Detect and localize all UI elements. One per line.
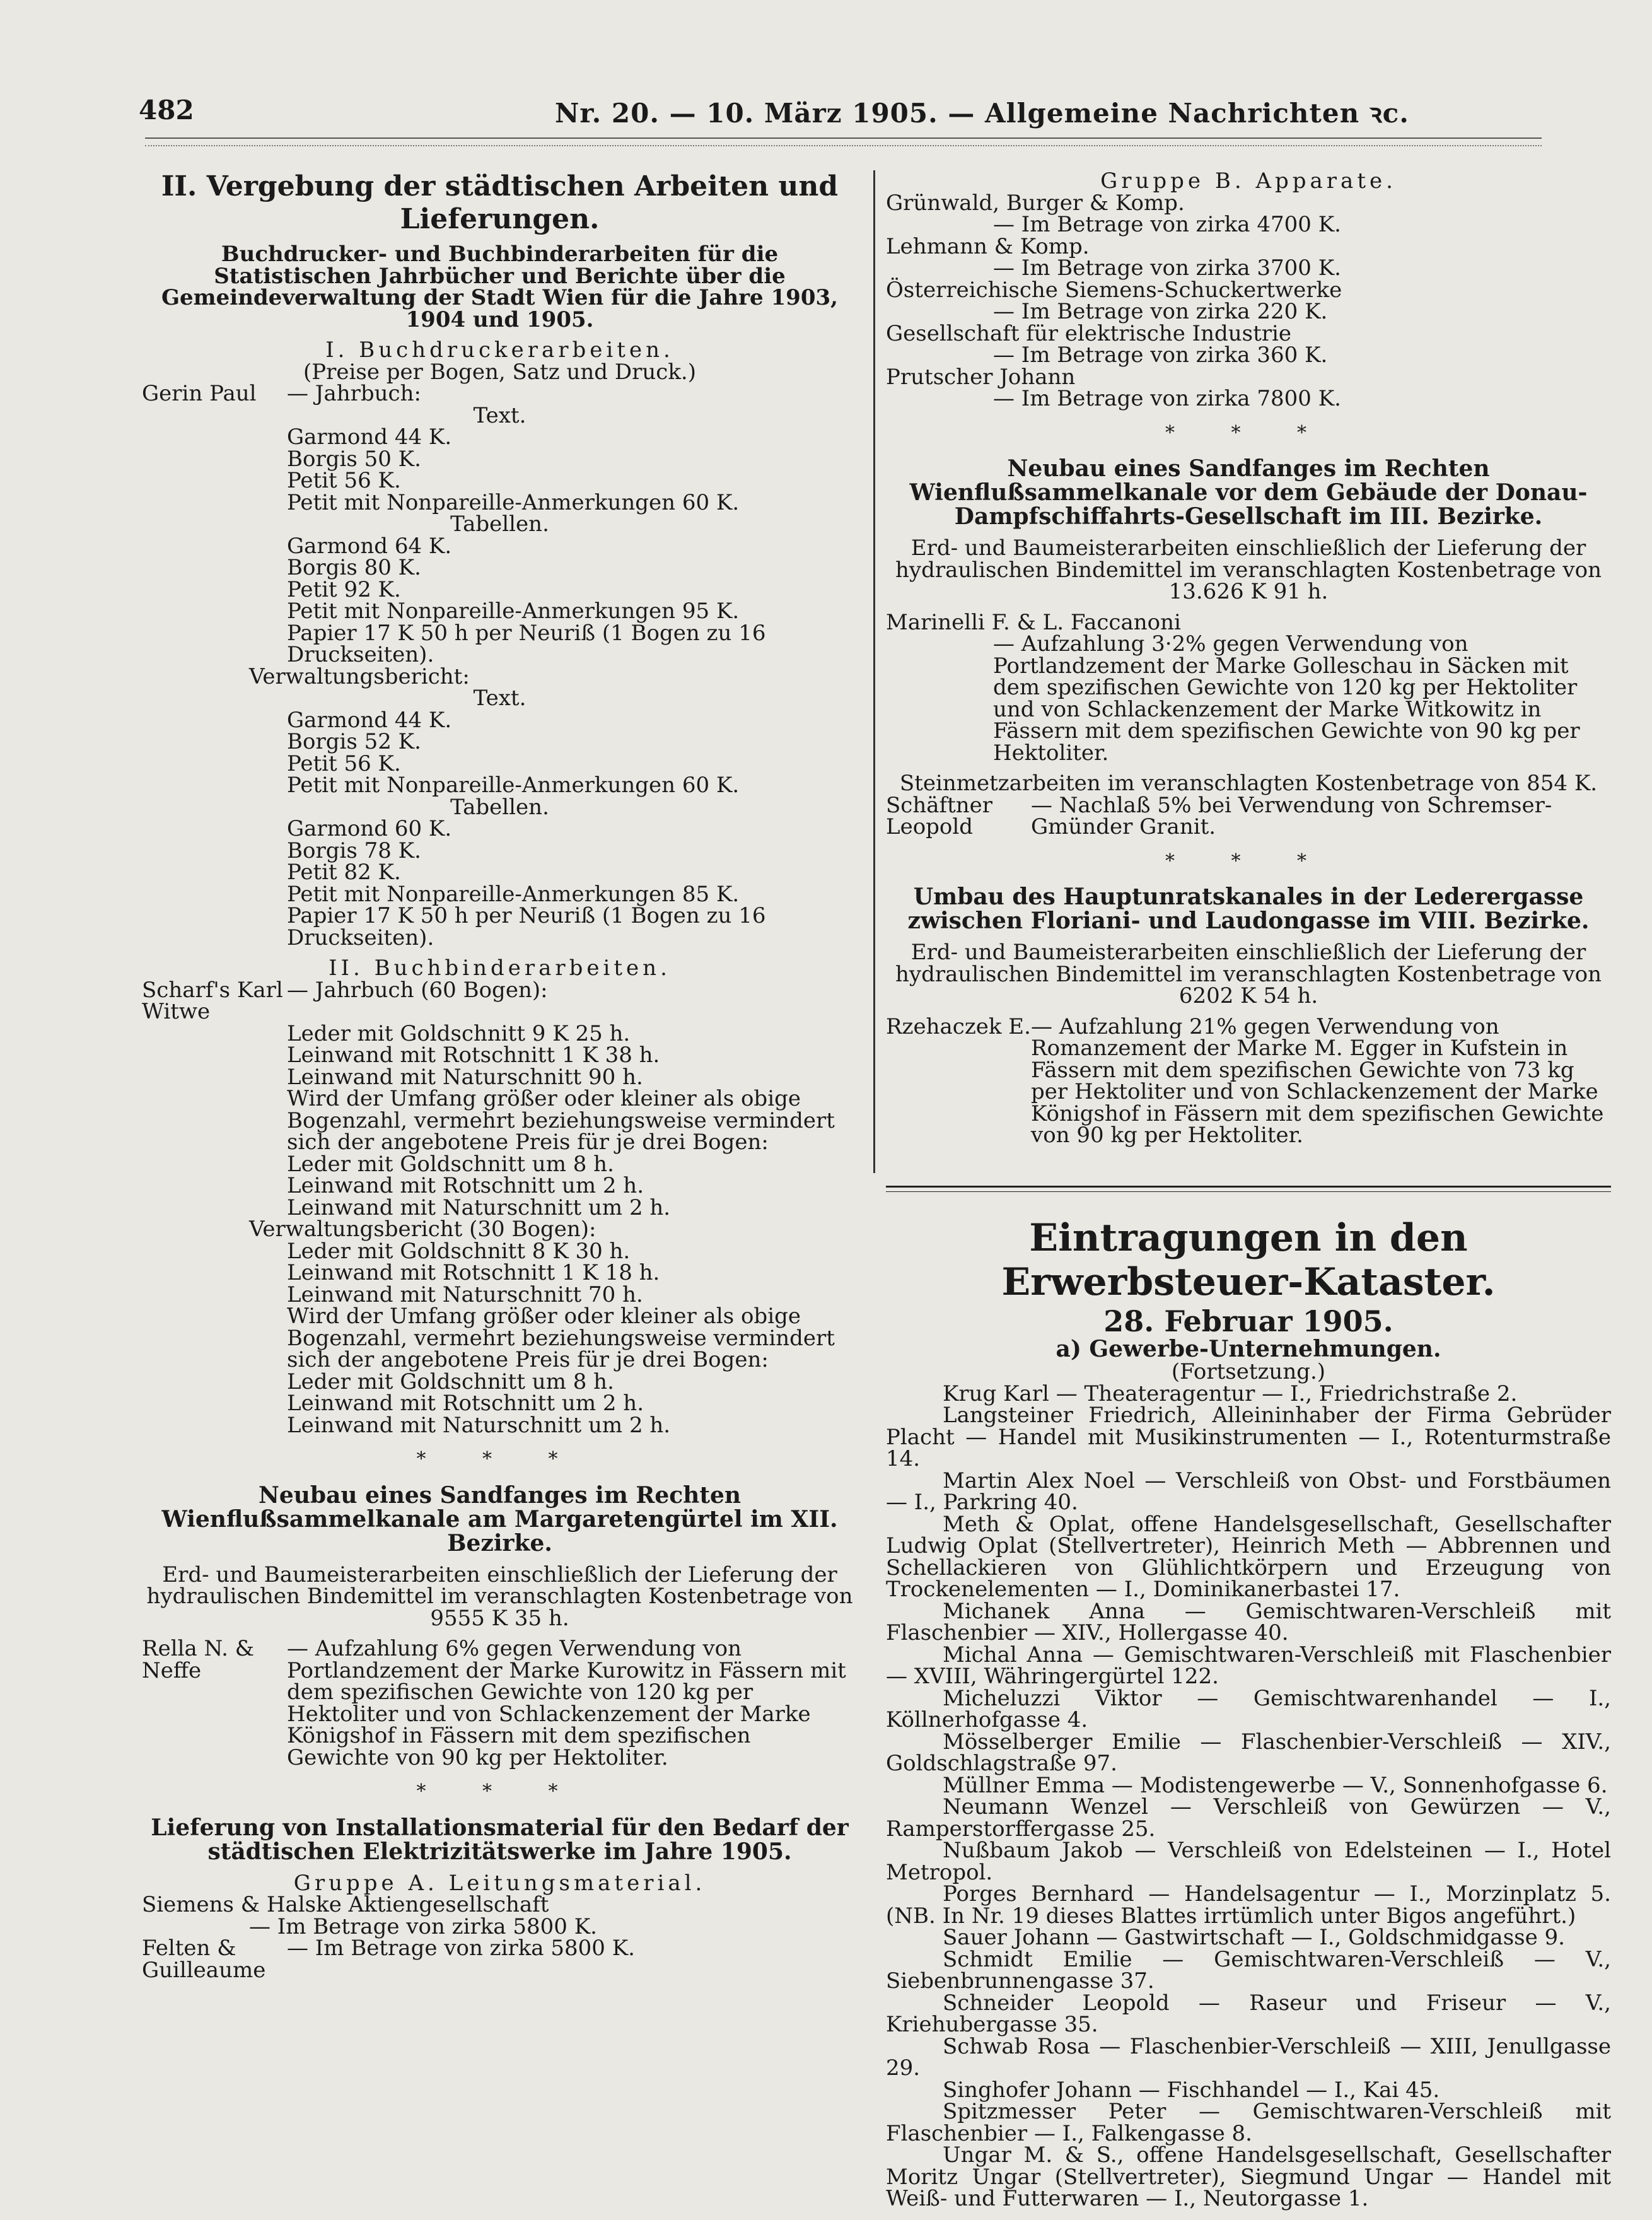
price-list: [142, 1020, 858, 1220]
contract-scope: Erd- und Baumeisterarbeiten einschließlich der Lieferung der hydraulischen Bindemittel im veranschlagten Kostenbetrage von 13.626 K 91 h.: [895, 535, 1602, 604]
text-label: Text.: [473, 402, 526, 428]
contract-scope: Steinmetzarbeiten im veranschlagten Kostenbetrage von 854 K.: [899, 771, 1598, 796]
price-item: Leinwand mit Naturschnitt 90 h.: [287, 1064, 643, 1090]
contract-title: Neubau eines Sandfanges im Rechten Wienflußsammelkanale vor dem Gebäude der Donau-Dampfschiffahrts-Gesellschaft im III. Bezirke.: [909, 455, 1588, 530]
price-note: (Preise per Bogen, Satz und Druck.): [303, 359, 696, 385]
price-item: Leinwand mit Rotschnitt um 2 h.: [287, 1391, 644, 1416]
bid-row: [142, 979, 858, 1023]
price-list: [142, 535, 858, 666]
price-item: Borgis 80 K.: [287, 555, 421, 580]
price-item: Leinwand mit Naturschnitt um 2 h.: [287, 1412, 671, 1438]
subsection-heading: II. Buchbinderarbeiten.: [329, 955, 671, 981]
price-item: Petit mit Nonpareille-Anmerkungen 60 K.: [287, 489, 740, 515]
register-title: Eintragungen in den Erwerbsteuer-Kataster.: [1001, 1215, 1496, 1304]
register-entry: Porges Bernhard — Handelsagentur — I., Morzinplatz 5. (NB. In Nr. 19 dieses Blattes irrtümlich unter Bigos angeführt.): [886, 1881, 1611, 1929]
price-item: Leder mit Goldschnitt 8 K 30 h.: [287, 1238, 631, 1264]
group-heading: Gruppe B. Apparate.: [1100, 168, 1397, 194]
bid-row: [142, 1638, 858, 1768]
bid-amount: — Im Betrage von zirka 220 K.: [993, 299, 1328, 324]
separator-stars: * * *: [1165, 421, 1332, 444]
price-list: [142, 1238, 858, 1438]
continuation-note: (Fortsetzung.): [1171, 1359, 1326, 1384]
column-divider: [873, 170, 875, 1173]
contract-title: Lieferung von Installationsmaterial für den Bedarf der städtischen Elektrizitätswerke im Jahre 1905.: [151, 1814, 849, 1865]
bidder-name: Siemens & Halske Aktiengesellschaft: [142, 1892, 549, 1917]
bidder-name: Prutscher Johann: [886, 364, 1076, 390]
price-item: Petit mit Nonpareille-Anmerkungen 95 K.: [287, 599, 740, 624]
register-entry: Nußbaum Jakob — Verschleiß von Edelsteinen — I., Hotel Metropol.: [886, 1838, 1611, 1885]
register-entry: Singhofer Johann — Fischhandel — I., Kai 45.: [943, 2077, 1440, 2103]
price-item: Garmond 44 K.: [287, 707, 452, 733]
price-item: Garmond 64 K.: [287, 533, 452, 559]
bid-row: [142, 383, 858, 405]
register-date: 28. Februar 1905.: [1103, 1304, 1393, 1338]
bidder-name: Gerin Paul: [142, 381, 257, 406]
contract-scope: Erd- und Baumeisterarbeiten einschließlich der Lieferung der hydraulischen Bindemittel im veranschlagten Kostenbetrage von 9555 K 35 h.: [146, 1562, 853, 1631]
price-item: Petit mit Nonpareille-Anmerkungen 85 K.: [287, 881, 740, 907]
bidder-name: Felten & Guilleaume: [142, 1936, 266, 1983]
price-item: Petit 56 K.: [287, 751, 401, 776]
tables-label: Tabellen.: [450, 794, 549, 820]
price-list: [142, 426, 858, 513]
price-item: Leder mit Goldschnitt um 8 h.: [287, 1369, 614, 1394]
subsection-heading: I. Buchdruckerarbeiten.: [325, 337, 674, 363]
register-entry: Krug Karl — Theateragentur — I., Friedrichstraße 2.: [943, 1381, 1518, 1406]
separator-stars: * * *: [416, 1780, 583, 1802]
price-item: Leinwand mit Rotschnitt 1 K 38 h.: [287, 1043, 660, 1068]
bid-list: [886, 192, 1611, 410]
price-item: Garmond 44 K.: [287, 424, 452, 450]
section-title: II. Vergebung der städtischen Arbeiten und Lieferungen.: [161, 170, 839, 235]
price-item: Papier 17 K 50 h per Neuriß (1 Bogen zu 16 Druckseiten).: [287, 620, 766, 667]
right-column: [886, 170, 1611, 2210]
price-item: Petit 56 K.: [287, 468, 401, 493]
bid-amount: — Im Betrage von zirka 3700 K.: [993, 255, 1341, 281]
bid-heading: — Jahrbuch:: [287, 381, 421, 406]
page-header: [139, 95, 1539, 132]
bidder-name: Rzehaczek E.: [886, 1014, 1031, 1039]
report-label: Verwaltungsbericht (30 Bogen):: [249, 1217, 596, 1242]
bid-text: — Aufzahlung 6% gegen Verwendung von Portlandzement der Marke Kurowitz in Fässern mit dem spezifischen Gewichte von 120 kg per Hektoliter und von Schlackenzement der Marke Königshof in Fässern mit dem spezifischen Gewichte von 90 kg per Hektoliter.: [287, 1636, 846, 1770]
price-item: Petit mit Nonpareille-Anmerkungen 60 K.: [287, 773, 740, 798]
separator-stars: * * *: [416, 1448, 583, 1470]
contract-title: Buchdrucker- und Buchbinderarbeiten für die Statistischen Jahrbücher und Berichte über die Gemeindeverwaltung der Stadt Wien für die Jahre 1903, 1904 und 1905.: [161, 242, 838, 332]
bid-amount: — Im Betrage von zirka 5800 K.: [249, 1913, 597, 1939]
bid-text: — Nachlaß 5% bei Verwendung von Schremser-Gmünder Granit.: [1031, 792, 1552, 839]
bid-row: [886, 792, 1611, 839]
register-subheading: a) Gewerbe-Unternehmungen.: [1056, 1336, 1441, 1362]
price-item: Leinwand mit Naturschnitt 70 h.: [287, 1282, 643, 1307]
price-item: Borgis 50 K.: [287, 446, 421, 472]
register-entry: Martin Alex Noel — Verschleiß von Obst- und Forstbäumen — I., Parkring 40.: [886, 1468, 1611, 1515]
register-entry: Schneider Leopold — Raseur und Friseur — V., Kriehubergasse 35.: [886, 1990, 1611, 2037]
register-entries: [886, 1383, 1611, 2210]
bid-heading: — Jahrbuch (60 Bogen):: [287, 977, 548, 1003]
bidder-name: Gesellschaft für elektrische Industrie: [886, 320, 1292, 346]
register-entry: Langsteiner Friedrich, Alleininhaber der Firma Gebrüder Placht — Handel mit Musikinstrumenten — I., Rotenturmstraße 14.: [886, 1403, 1611, 1471]
running-title: Nr. 20. — 10. März 1905. — Allgemeine Nachrichten ꝛc.: [555, 98, 1409, 129]
register-entry: Müllner Emma — Modistengewerbe — V., Sonnenhofgasse 6.: [943, 1772, 1608, 1798]
bidder-name: Grünwald, Burger & Komp.: [886, 190, 1185, 216]
tables-label: Tabellen.: [450, 511, 549, 537]
bidder-name: Rella N. & Neffe: [142, 1636, 255, 1683]
contract-title: Neubau eines Sandfanges im Rechten Wienflußsammelkanale am Margaretengürtel im XII. Bezirke.: [161, 1481, 838, 1557]
separator-stars: * * *: [1165, 850, 1332, 872]
price-item: Wird der Umfang größer oder kleiner als obige Bogenzahl, vermehrt beziehungsweise vermindert sich der angebotene Preis für je drei Bogen:: [287, 1304, 835, 1372]
left-column: [142, 170, 858, 1981]
price-item: Petit 92 K.: [287, 576, 401, 602]
register-entry: Mösselberger Emilie — Flaschenbier-Verschleiß — XIV., Goldschlagstraße 97.: [886, 1729, 1611, 1776]
price-list: [142, 707, 858, 798]
bidder-name: Österreichische Siemens-Schuckertwerke: [886, 277, 1342, 303]
register-entry: Michal Anna — Gemischtwaren-Verschleiß mit Flaschenbier — XVIII, Währingergürtel 122.: [886, 1642, 1611, 1689]
bid-amount: — Im Betrage von zirka 7800 K.: [993, 386, 1341, 411]
register-entry: Schwab Rosa — Flaschenbier-Verschleiß — XIII, Jenullgasse 29.: [886, 2033, 1611, 2081]
bidder-name: Scharf's Karl Witwe: [142, 977, 283, 1024]
bid-text: — Aufzahlung 21% gegen Verwendung von Romanzement der Marke M. Egger in Kufstein in Fässern mit dem spezifischen Gewichte von 73 kg per Hektoliter und von Schlackenzement der Marke Königshof in Fässern mit dem spezifischen Gewichte von 90 kg per Hektoliter.: [1031, 1014, 1604, 1148]
bid-row: [886, 1016, 1611, 1147]
bid-amount: — Im Betrage von zirka 4700 K.: [993, 212, 1341, 237]
price-item: Leder mit Goldschnitt um 8 h.: [287, 1151, 614, 1177]
header-rule: [145, 137, 1542, 146]
register-entry: Spitzmesser Peter — Gemischtwaren-Verschleiß mit Flaschenbier — I., Falkengasse 8.: [886, 2099, 1611, 2146]
bid-amount: — Im Betrage von zirka 360 K.: [993, 342, 1328, 368]
register-entry: Michanek Anna — Gemischtwaren-Verschleiß mit Flaschenbier — XIV., Hollergasse 40.: [886, 1598, 1611, 1645]
text-label: Text.: [473, 686, 526, 711]
bidder-name: Schäftner Leopold: [886, 792, 993, 839]
contract-title: Umbau des Hauptunratskanales in der Lederergasse zwischen Floriani- und Laudongasse im VIII. Bezirke.: [907, 884, 1590, 934]
bidder-name: Marinelli F. & L. Faccanoni: [886, 609, 1181, 635]
price-item: Garmond 60 K.: [287, 816, 452, 841]
register-entry: Ungar M. & S., offene Handelsgesellschaft, Gesellschafter Moritz Ungar (Stellvertreter), Siegmund Ungar — Handel mit Weiß- und Futterwaren — I., Neutorgasse 1.: [886, 2142, 1611, 2211]
price-list: [142, 818, 858, 949]
page-number: 482: [139, 95, 194, 126]
price-item: Petit 82 K.: [287, 860, 401, 885]
report-label: Verwaltungsbericht:: [249, 663, 470, 689]
price-item: Leinwand mit Naturschnitt um 2 h.: [287, 1195, 671, 1220]
price-item: Wird der Umfang größer oder kleiner als obige Bogenzahl, vermehrt beziehungsweise vermindert sich der angebotene Preis für je drei Bogen:: [287, 1086, 835, 1155]
register-entry: Schmidt Emilie — Gemischtwaren-Verschleiß — V., Siebenbrunnengasse 37.: [886, 1946, 1611, 1994]
bid-text: — Aufzahlung 3·2% gegen Verwendung von Portlandzement der Marke Golleschau in Säcken mit dem spezifischen Gewichte von 120 kg per Hektoliter und von Schlackenzement der Marke Witkowitz in Fässern mit dem spezifischen Gewichte von 90 kg per Hektoliter.: [993, 631, 1580, 766]
price-item: Leinwand mit Rotschnitt um 2 h.: [287, 1173, 644, 1198]
bidder-name: Lehmann & Komp.: [886, 233, 1090, 259]
price-item: Papier 17 K 50 h per Neuriß (1 Bogen zu 16 Druckseiten).: [287, 903, 766, 950]
register-entry: Neumann Wenzel — Verschleiß von Gewürzen — V., Ramperstorffergasse 25.: [886, 1794, 1611, 1842]
bid-amount: — Im Betrage von zirka 5800 K.: [287, 1936, 635, 1961]
group-heading: Gruppe A. Leitungsmaterial.: [293, 1870, 706, 1896]
price-item: Borgis 78 K.: [287, 838, 421, 863]
register-entry: Sauer Johann — Gastwirtschaft — I., Goldschmidgasse 9.: [943, 1925, 1565, 1950]
price-item: Leinwand mit Rotschnitt 1 K 18 h.: [287, 1260, 660, 1285]
register-entry: Micheluzzi Viktor — Gemischtwarenhandel — I., Köllnerhofgasse 4.: [886, 1685, 1611, 1732]
price-item: Borgis 52 K.: [287, 729, 421, 754]
bid-row: [142, 1937, 858, 1981]
contract-scope: Erd- und Baumeisterarbeiten einschließlich der Lieferung der hydraulischen Bindemittel im veranschlagten Kostenbetrage von 6202 K 54 h.: [895, 940, 1602, 1008]
register-entry: Meth & Oplat, offene Handelsgesellschaft, Gesellschafter Ludwig Oplat (Stellvertreter), Heinrich Meth — Abbrennen und Schellackieren von Glühlichtkörpern und Erzeugung von Trockenelementen — I., Dominikanerbastei 17.: [886, 1511, 1611, 1602]
price-item: Leder mit Goldschnitt 9 K 25 h.: [287, 1020, 631, 1046]
